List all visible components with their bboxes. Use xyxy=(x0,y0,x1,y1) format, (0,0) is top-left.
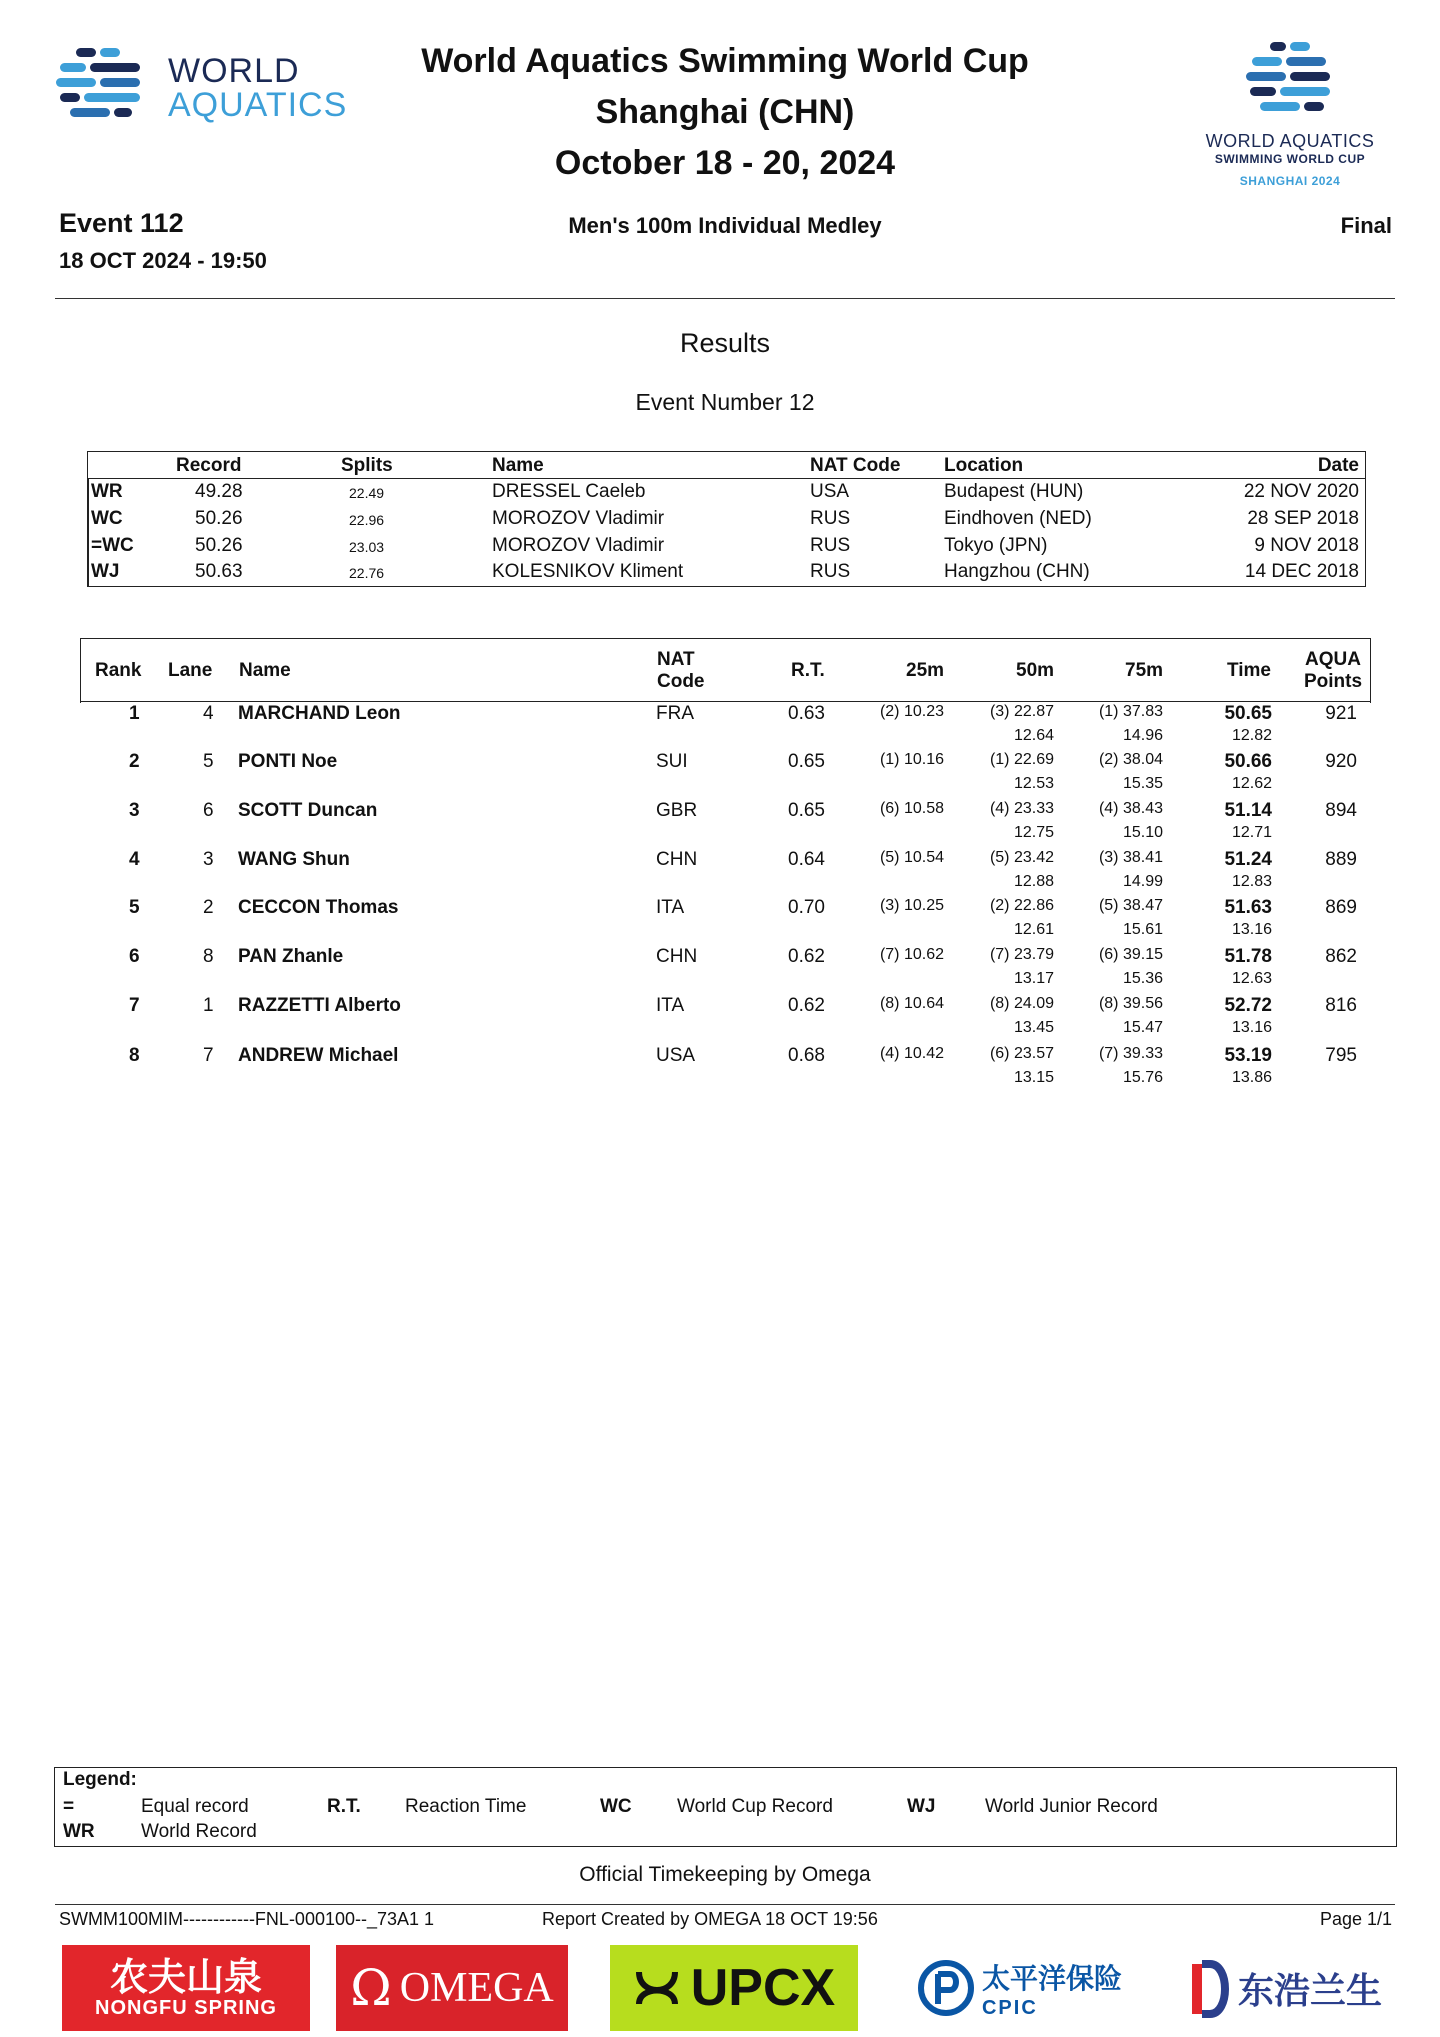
results-header-aqua: AQUA xyxy=(1305,649,1361,670)
aqua-points: 862 xyxy=(1325,946,1357,967)
records-header-rule xyxy=(88,478,1365,479)
split-25m: (8) 10.64 xyxy=(879,995,944,1012)
results-header-50m: 50m xyxy=(1016,660,1055,681)
reaction-time: 0.64 xyxy=(788,849,825,870)
rank: 6 xyxy=(129,946,140,967)
results-table-header xyxy=(80,638,1371,703)
table-row xyxy=(0,1045,1440,1093)
split-50m: (5) 23.42 xyxy=(989,849,1054,866)
rank: 8 xyxy=(129,1045,140,1066)
lap-50m: 12.61 xyxy=(1013,921,1054,938)
legend-code: R.T. xyxy=(327,1796,361,1817)
lane: 6 xyxy=(203,800,214,821)
header-divider xyxy=(55,298,1395,299)
nat-code: SUI xyxy=(656,751,688,772)
final-time: 51.78 xyxy=(1224,946,1272,967)
results-header-lane: Lane xyxy=(168,660,213,681)
swimmer-name: SCOTT Duncan xyxy=(238,800,378,821)
lap-75m: 15.47 xyxy=(1122,1019,1163,1036)
legend-title: Legend: xyxy=(63,1769,137,1790)
split-25m: (6) 10.58 xyxy=(879,800,944,817)
reaction-time: 0.70 xyxy=(788,897,825,918)
records-header-nat: NAT Code xyxy=(810,455,901,476)
table-row xyxy=(0,897,1440,945)
aqua-points: 816 xyxy=(1325,995,1357,1016)
table-row xyxy=(0,751,1440,799)
record-nat: RUS xyxy=(810,561,851,582)
lap-75m: 14.96 xyxy=(1122,727,1163,744)
aqua-points: 869 xyxy=(1325,897,1357,918)
results-header-rank: Rank xyxy=(95,660,142,681)
reaction-time: 0.62 xyxy=(788,995,825,1016)
lap-75m: 14.99 xyxy=(1122,873,1163,890)
cup-logo-edition: SHANGHAI 2024 xyxy=(1239,174,1341,188)
cpic-cn-name: 太平洋保险 xyxy=(981,1961,1122,1995)
split-50m: (3) 22.87 xyxy=(989,703,1054,720)
record-split: 22.49 xyxy=(349,485,385,501)
record-time: 50.26 xyxy=(195,535,243,556)
swimmer-name: MARCHAND Leon xyxy=(238,703,401,724)
lap-50m: 13.15 xyxy=(1013,1069,1054,1086)
footer-divider xyxy=(55,1904,1395,1905)
world-aquatics-logo-icon xyxy=(56,46,148,128)
section-title: Results xyxy=(679,328,771,358)
event-number: Event Number 12 xyxy=(635,389,815,415)
split-75m: (3) 38.41 xyxy=(1098,849,1163,866)
split-25m: (2) 10.23 xyxy=(879,703,944,720)
reaction-time: 0.63 xyxy=(788,703,825,724)
nongfu-en-name: NONGFU SPRING xyxy=(95,1996,277,2019)
lap-50m: 13.17 xyxy=(1013,970,1054,987)
table-row xyxy=(0,849,1440,897)
split-75m: (7) 39.33 xyxy=(1098,1045,1163,1062)
lap-100m: 12.63 xyxy=(1231,970,1272,987)
split-50m: (1) 22.69 xyxy=(989,751,1054,768)
report-created: Report Created by OMEGA 18 OCT 19:56 xyxy=(542,1909,878,1929)
page-title-line-2: Shanghai (CHN) xyxy=(595,93,855,131)
swimmer-name: PAN Zhanle xyxy=(238,946,344,967)
nat-code: USA xyxy=(656,1045,696,1066)
wordmark-line-2: AQUATICS xyxy=(168,86,348,124)
split-75m: (4) 38.43 xyxy=(1098,800,1163,817)
sponsor-nongfu-spring xyxy=(62,1945,310,2031)
lap-50m: 12.88 xyxy=(1013,873,1054,890)
final-time: 53.19 xyxy=(1224,1045,1272,1066)
table-row xyxy=(0,800,1440,848)
records-header-location: Location xyxy=(944,455,1024,476)
split-75m: (2) 38.04 xyxy=(1098,751,1163,768)
rank: 1 xyxy=(129,703,140,724)
lap-75m: 15.76 xyxy=(1122,1069,1163,1086)
lap-100m: 12.83 xyxy=(1231,873,1272,890)
record-location: Eindhoven (NED) xyxy=(944,508,1092,529)
swimmer-name: RAZZETTI Alberto xyxy=(238,995,401,1016)
event-label: Event 112 xyxy=(59,208,184,238)
rank: 4 xyxy=(129,849,140,870)
lap-100m: 12.82 xyxy=(1231,727,1272,744)
cpic-en-name: CPIC xyxy=(981,1996,1038,2019)
reaction-time: 0.62 xyxy=(788,946,825,967)
lap-100m: 13.16 xyxy=(1231,921,1272,938)
split-75m: (8) 39.56 xyxy=(1098,995,1163,1012)
sponsor-cpic xyxy=(900,1945,1140,2031)
record-date: 22 NOV 2020 xyxy=(1243,481,1359,502)
split-25m: (5) 10.54 xyxy=(879,849,944,866)
record-time: 50.63 xyxy=(195,561,243,582)
split-50m: (8) 24.09 xyxy=(989,995,1054,1012)
lap-75m: 15.10 xyxy=(1122,824,1163,841)
swimmer-name: WANG Shun xyxy=(238,849,350,870)
nat-code: CHN xyxy=(656,946,698,967)
event-datetime: 18 OCT 2024 - 19:50 xyxy=(59,248,267,273)
record-name: MOROZOV Vladimir xyxy=(492,535,665,556)
world-aquatics-wordmark xyxy=(168,54,347,122)
record-date: 28 SEP 2018 xyxy=(1247,508,1359,529)
records-header-date: Date xyxy=(1317,455,1359,476)
legend-desc: Equal record xyxy=(141,1796,249,1817)
split-75m: (6) 39.15 xyxy=(1098,946,1163,963)
world-cup-logo xyxy=(1180,38,1400,188)
lane: 2 xyxy=(203,897,214,918)
nat-code: GBR xyxy=(656,800,698,821)
omega-name: OMEGA xyxy=(399,1965,554,2011)
lap-75m: 15.35 xyxy=(1122,775,1163,792)
aqua-points: 921 xyxy=(1325,703,1357,724)
wordmark-line-1: WORLD xyxy=(168,52,300,90)
records-table xyxy=(87,451,1366,587)
record-location: Tokyo (JPN) xyxy=(944,535,1048,556)
event-name: Men's 100m Individual Medley xyxy=(568,213,882,238)
final-time: 51.24 xyxy=(1224,849,1272,870)
record-location: Budapest (HUN) xyxy=(944,481,1084,502)
page-title-line-1: World Aquatics Swimming World Cup xyxy=(421,42,1029,80)
sponsor-upcx xyxy=(610,1945,858,2031)
page-title-line-3: October 18 - 20, 2024 xyxy=(554,144,896,182)
legend-desc: World Record xyxy=(141,1821,257,1842)
split-50m: (6) 23.57 xyxy=(989,1045,1054,1062)
final-time: 50.66 xyxy=(1224,751,1272,772)
legend-code: WJ xyxy=(907,1796,936,1817)
report-code: SWMM100MIM------------FNL-000100--_73A1 1 xyxy=(59,1909,435,1929)
lane: 8 xyxy=(203,946,214,967)
reaction-time: 0.65 xyxy=(788,751,825,772)
split-50m: (7) 23.79 xyxy=(989,946,1054,963)
record-name: KOLESNIKOV Kliment xyxy=(492,561,684,582)
table-row xyxy=(0,995,1440,1043)
legend-code: WR xyxy=(63,1821,95,1842)
record-nat: USA xyxy=(810,481,850,502)
nat-code: ITA xyxy=(656,897,685,918)
lane: 5 xyxy=(203,751,214,772)
records-header-record: Record xyxy=(176,455,242,476)
reaction-time: 0.68 xyxy=(788,1045,825,1066)
nat-code: CHN xyxy=(656,849,698,870)
legend-desc: World Junior Record xyxy=(985,1796,1158,1817)
lap-100m: 12.71 xyxy=(1231,824,1272,841)
record-date: 9 NOV 2018 xyxy=(1254,535,1359,556)
sponsor-omega xyxy=(336,1945,568,2031)
record-split: 22.96 xyxy=(349,512,385,528)
cpic-logo-icon xyxy=(918,1960,974,2016)
legend-desc: World Cup Record xyxy=(677,1796,833,1817)
legend-code: = xyxy=(63,1796,75,1817)
legend-desc: Reaction Time xyxy=(405,1796,527,1817)
nat-code: FRA xyxy=(656,703,694,724)
lap-75m: 15.36 xyxy=(1122,970,1163,987)
upcx-name: UPCX xyxy=(690,1959,836,2017)
event-phase: Final xyxy=(1340,213,1392,238)
lap-50m: 12.75 xyxy=(1013,824,1054,841)
record-time: 49.28 xyxy=(195,481,243,502)
lap-50m: 13.45 xyxy=(1013,1019,1054,1036)
record-type: WR xyxy=(91,481,123,502)
split-25m: (7) 10.62 xyxy=(879,946,944,963)
results-header-name: Name xyxy=(239,660,291,681)
legend-box xyxy=(54,1767,1397,1847)
record-date: 14 DEC 2018 xyxy=(1244,561,1359,582)
swimmer-name: ANDREW Michael xyxy=(238,1045,399,1066)
aqua-points: 920 xyxy=(1325,751,1357,772)
omega-symbol-icon: Ω xyxy=(350,1959,392,2017)
lap-100m: 12.62 xyxy=(1231,775,1272,792)
record-nat: RUS xyxy=(810,508,851,529)
split-50m: (4) 23.33 xyxy=(989,800,1054,817)
nat-code: ITA xyxy=(656,995,685,1016)
results-header-time: Time xyxy=(1227,660,1272,681)
table-row xyxy=(0,946,1440,994)
split-25m: (1) 10.16 xyxy=(879,751,944,768)
lap-100m: 13.86 xyxy=(1231,1069,1272,1086)
legend-code: WC xyxy=(600,1796,632,1817)
record-type: WJ xyxy=(91,561,120,582)
records-header-name: Name xyxy=(492,455,544,476)
final-time: 50.65 xyxy=(1224,703,1272,724)
records-header-splits: Splits xyxy=(341,455,393,476)
reaction-time: 0.65 xyxy=(788,800,825,821)
cup-logo-org: WORLD AQUATICS xyxy=(1205,131,1375,151)
rank: 3 xyxy=(129,800,140,821)
lap-100m: 13.16 xyxy=(1231,1019,1272,1036)
record-type: WC xyxy=(91,508,123,529)
lap-50m: 12.64 xyxy=(1013,727,1054,744)
final-time: 51.63 xyxy=(1224,897,1272,918)
lane: 4 xyxy=(203,703,214,724)
lane: 3 xyxy=(203,849,214,870)
split-75m: (1) 37.83 xyxy=(1098,703,1163,720)
aqua-points: 889 xyxy=(1325,849,1357,870)
page-number: Page 1/1 xyxy=(1319,1909,1392,1929)
aqua-points: 894 xyxy=(1325,800,1357,821)
results-header-75m: 75m xyxy=(1125,660,1164,681)
donghao-cn-name: 东浩兰生 xyxy=(1237,1970,1382,2012)
final-time: 52.72 xyxy=(1224,995,1272,1016)
results-header-points: Points xyxy=(1303,671,1363,692)
split-25m: (4) 10.42 xyxy=(879,1045,944,1062)
donghao-logo-icon xyxy=(1190,1958,1230,2018)
lap-50m: 12.53 xyxy=(1013,775,1054,792)
upcx-logo-icon xyxy=(633,1966,681,2010)
record-location: Hangzhou (CHN) xyxy=(944,561,1090,582)
results-header-rt: R.T. xyxy=(791,660,825,681)
split-50m: (2) 22.86 xyxy=(989,897,1054,914)
timekeeping-credit: Official Timekeeping by Omega xyxy=(579,1863,871,1886)
results-header-rule xyxy=(80,701,1370,702)
aqua-points: 795 xyxy=(1325,1045,1357,1066)
lap-75m: 15.61 xyxy=(1122,921,1163,938)
table-row xyxy=(0,703,1440,751)
sponsor-donghao-lansheng xyxy=(1170,1945,1402,2031)
cup-logo-series: SWIMMING WORLD CUP xyxy=(1214,152,1366,166)
world-cup-logo-icon xyxy=(1242,38,1338,126)
record-name: MOROZOV Vladimir xyxy=(492,508,665,529)
results-header-nat: NAT xyxy=(657,649,695,670)
rank: 5 xyxy=(129,897,140,918)
record-split: 22.76 xyxy=(349,565,385,581)
final-time: 51.14 xyxy=(1224,800,1272,821)
swimmer-name: CECCON Thomas xyxy=(238,897,399,918)
split-25m: (3) 10.25 xyxy=(879,897,944,914)
rank: 2 xyxy=(129,751,140,772)
results-header-25m: 25m xyxy=(906,660,945,681)
record-type: =WC xyxy=(91,535,134,556)
split-75m: (5) 38.47 xyxy=(1098,897,1163,914)
nongfu-cn-name: 农夫山泉 xyxy=(109,1954,262,1999)
record-name: DRESSEL Caeleb xyxy=(492,481,646,502)
results-header-code: Code xyxy=(657,671,705,692)
swimmer-name: PONTI Noe xyxy=(238,751,338,772)
lane: 1 xyxy=(203,995,214,1016)
record-time: 50.26 xyxy=(195,508,243,529)
record-split: 23.03 xyxy=(349,539,385,555)
lane: 7 xyxy=(203,1045,214,1066)
record-nat: RUS xyxy=(810,535,851,556)
rank: 7 xyxy=(129,995,140,1016)
